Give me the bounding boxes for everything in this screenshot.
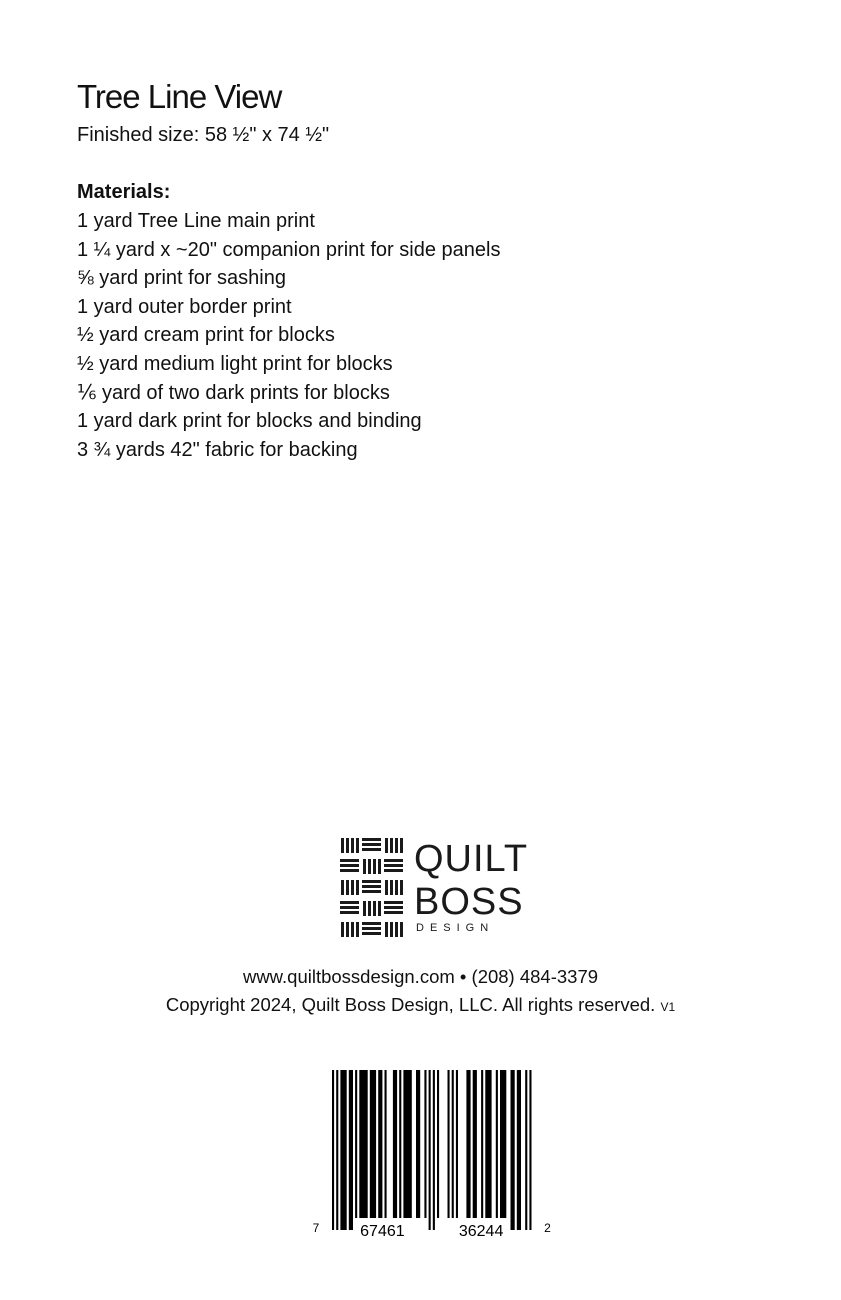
barcode-bar xyxy=(529,1070,531,1230)
page-title: Tree Line View xyxy=(77,78,282,115)
materials-list xyxy=(77,207,500,464)
quilt-boss-logo xyxy=(340,836,540,944)
barcode-bar xyxy=(473,1070,477,1218)
barcode-bar xyxy=(340,1070,346,1230)
barcode-bar xyxy=(399,1070,401,1218)
barcode-bar xyxy=(403,1070,411,1218)
barcode-bar xyxy=(332,1070,334,1230)
logo-word-boss: BOSS xyxy=(414,881,524,923)
barcode-first-digit: 7 xyxy=(312,1221,320,1235)
barcode-bar xyxy=(393,1070,397,1218)
copyright-line xyxy=(0,994,841,1016)
barcode-check-digit: 2 xyxy=(544,1221,551,1235)
version-label: V1 xyxy=(660,1000,676,1014)
barcode-bar xyxy=(378,1070,382,1218)
list-item: 1 yard outer border print xyxy=(77,295,292,318)
barcode-bar xyxy=(437,1070,439,1218)
upc-barcode xyxy=(312,1066,572,1246)
barcode-bar xyxy=(485,1070,491,1218)
materials-section xyxy=(77,178,500,464)
barcode-bar xyxy=(525,1070,527,1230)
list-item: 3 ¾ yards 42" fabric for backing xyxy=(77,438,358,461)
list-item: 1 ¼ yard x ~20" companion print for side panels xyxy=(77,238,501,261)
logo-word-design: DESIGN xyxy=(416,922,495,934)
copyright-text: Copyright 2024, Quilt Boss Design, LLC. All rights reserved. xyxy=(165,994,656,1015)
barcode-bar xyxy=(448,1070,450,1218)
contact-line: www.quiltbossdesign.com • (208) 484-3379 xyxy=(242,966,599,987)
barcode-bar xyxy=(424,1070,426,1218)
barcode-bar xyxy=(433,1070,435,1230)
upc-barcode-icon xyxy=(312,1066,572,1246)
barcode-bar xyxy=(496,1070,498,1218)
barcode-bar xyxy=(336,1070,338,1230)
barcode-bar xyxy=(456,1070,458,1218)
list-item: 1 yard dark print for blocks and binding xyxy=(77,410,422,433)
barcode-bar xyxy=(370,1070,376,1218)
list-item: ½ yard medium light print for blocks xyxy=(77,352,393,375)
barcode-bar xyxy=(359,1070,367,1218)
barcode-bar xyxy=(429,1070,431,1230)
barcode-bar xyxy=(349,1070,353,1230)
woven-squares-logo-icon xyxy=(340,836,406,942)
list-item: ⅝ yard print for sashing xyxy=(77,267,286,290)
materials-heading: Materials: xyxy=(77,181,171,203)
barcode-bar xyxy=(385,1070,387,1218)
barcode-bar xyxy=(517,1070,521,1230)
barcode-left-digits: 67461 xyxy=(360,1223,405,1240)
list-item: 1 yard Tree Line main print xyxy=(77,210,315,232)
barcode-bar xyxy=(416,1070,420,1218)
barcode-bar xyxy=(355,1070,357,1218)
barcode-bar xyxy=(452,1070,454,1218)
barcode-right-digits: 36244 xyxy=(458,1223,504,1240)
logo-word-quilt: QUILT xyxy=(414,838,529,880)
barcode-bar xyxy=(511,1070,515,1230)
list-item: ⅙ yard of two dark prints for blocks xyxy=(77,381,390,404)
finished-size: Finished size: 58 ½" x 74 ½" xyxy=(77,124,330,146)
barcode-bar xyxy=(466,1070,470,1218)
barcode-bar xyxy=(500,1070,506,1218)
list-item: ½ yard cream print for blocks xyxy=(77,324,335,347)
barcode-bar xyxy=(481,1070,483,1218)
